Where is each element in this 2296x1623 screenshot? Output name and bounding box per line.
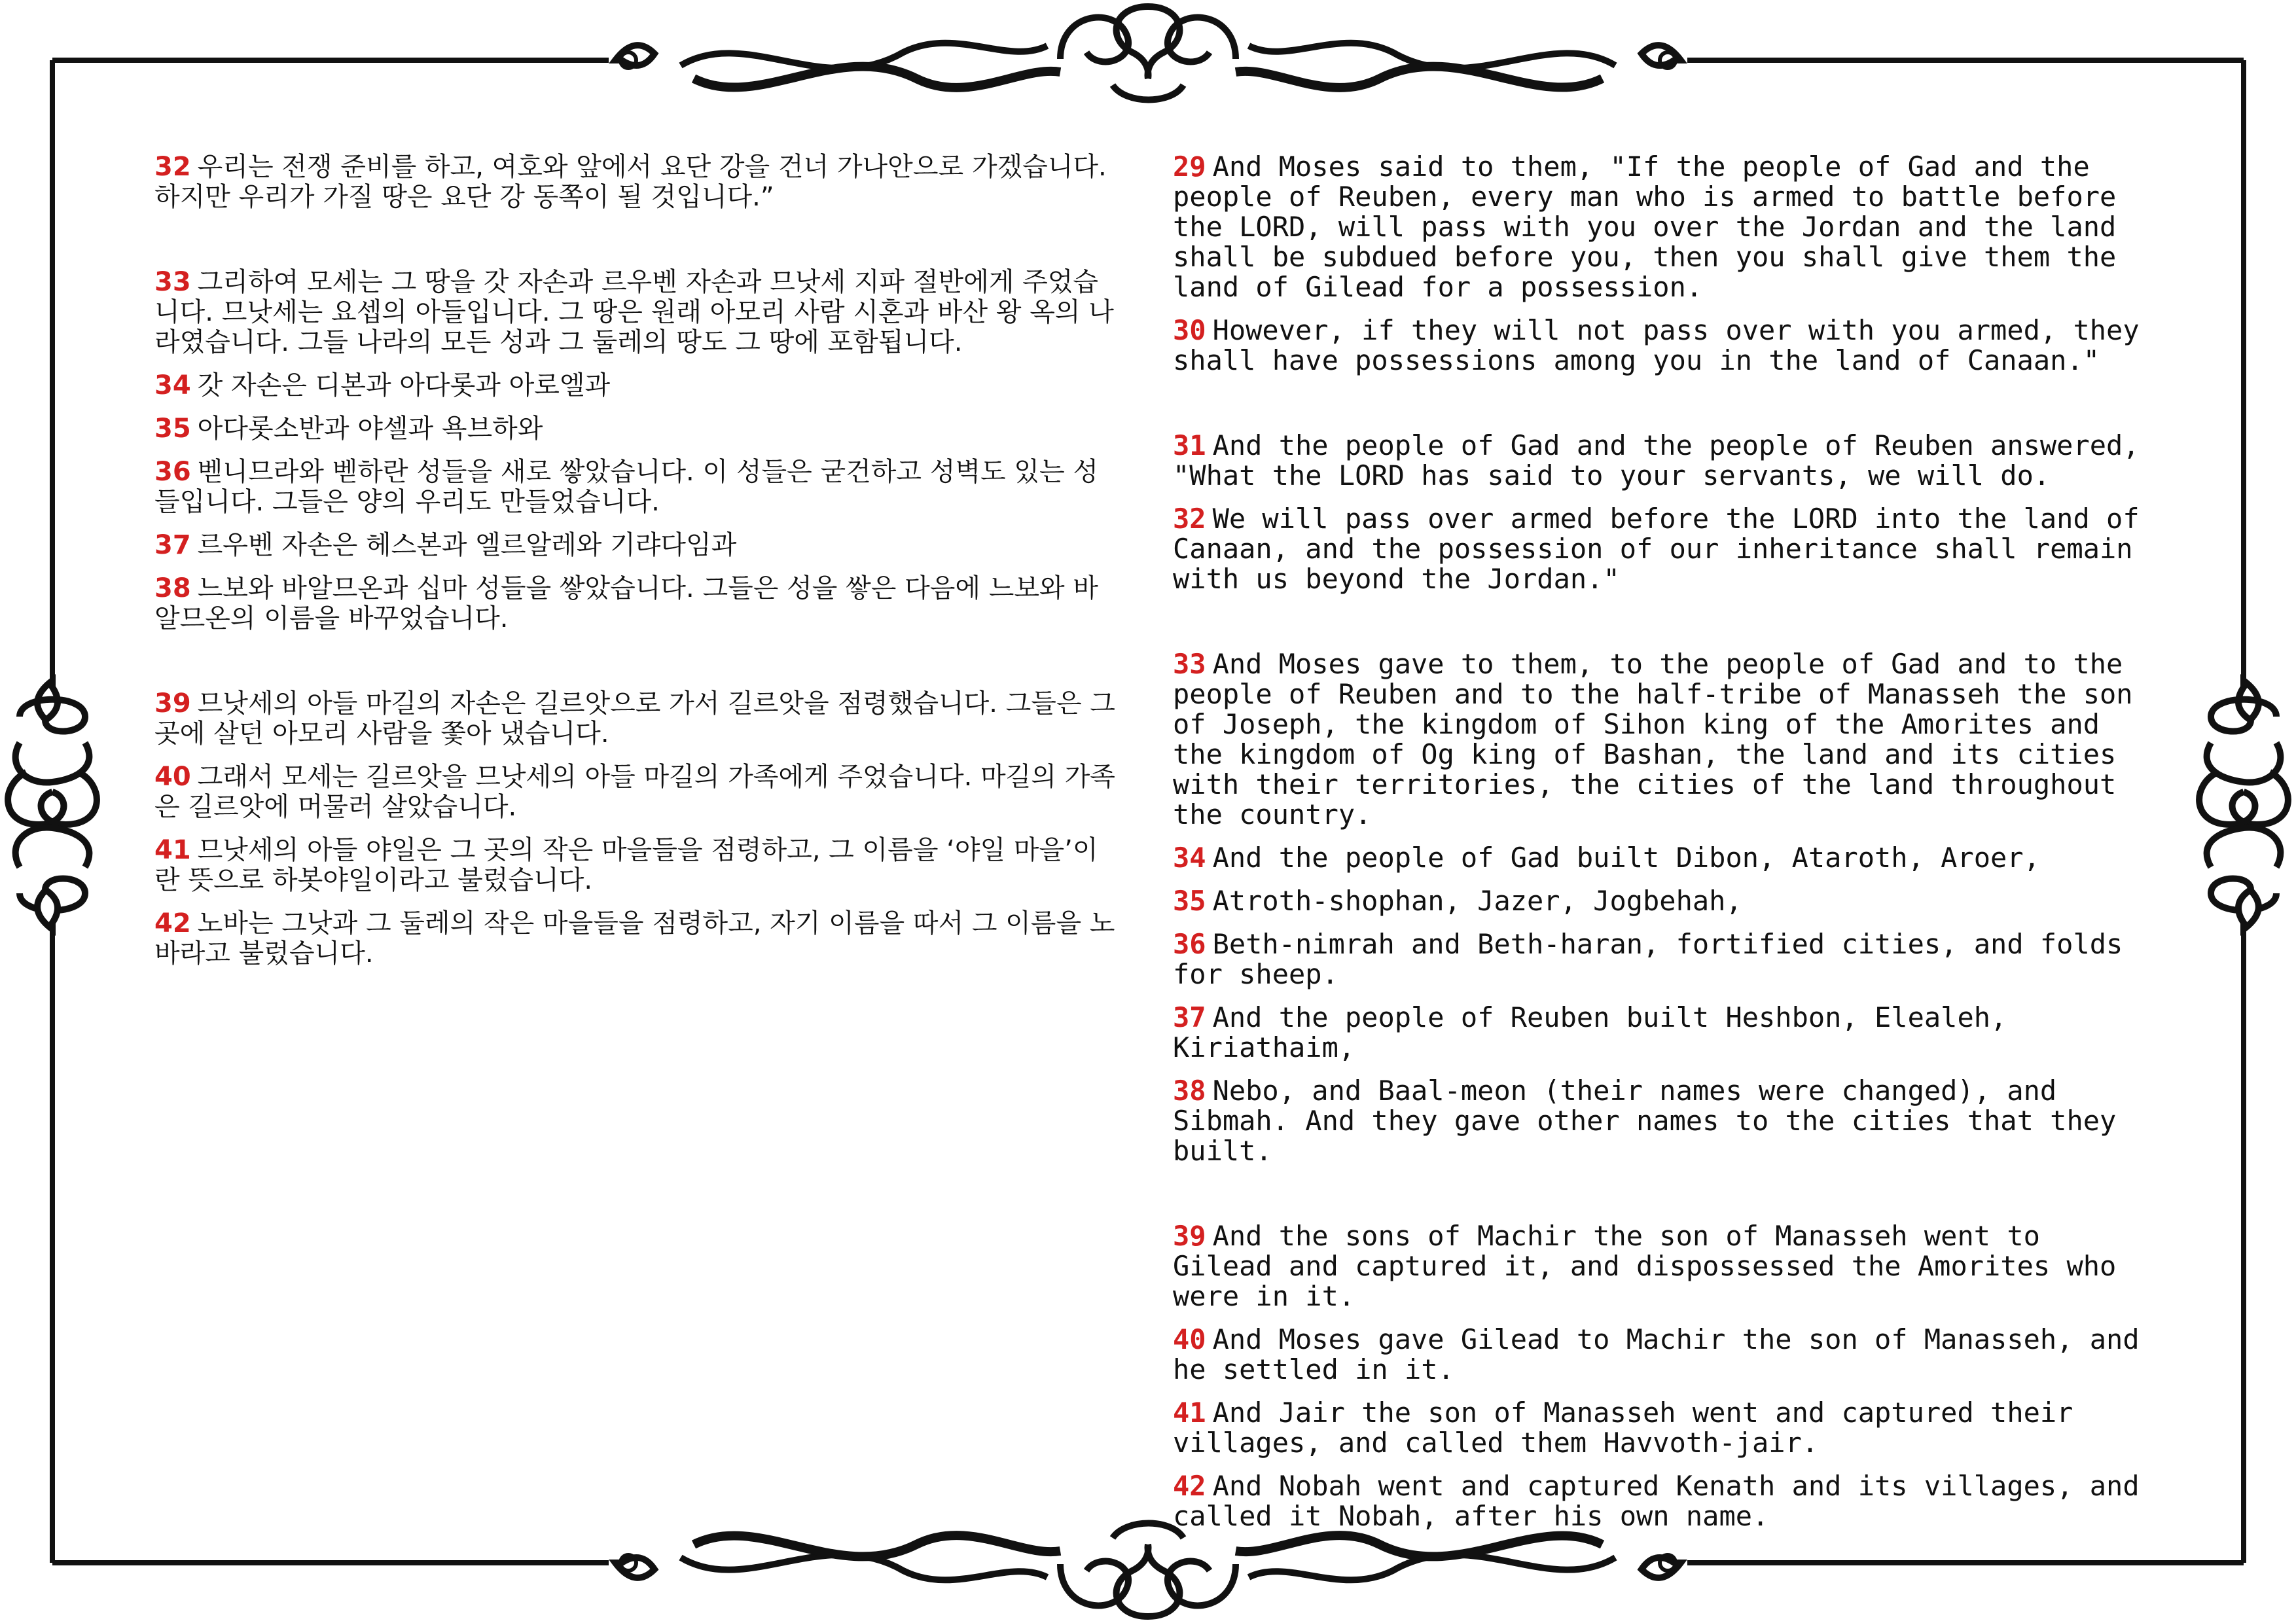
verse-number: 42 (154, 908, 191, 938)
korean-verse-42 (154, 908, 1117, 969)
verse-text: Atroth-shophan, Jazer, Jogbehah, (1212, 885, 1742, 917)
verse-number: 39 (154, 688, 191, 719)
verse-text: Beth-nimrah and Beth-haran, fortified cities, and folds for sheep. (1173, 928, 2123, 990)
verse-text: And Moses gave Gilead to Machir the son of Manasseh, and he settled in it. (1173, 1323, 2140, 1385)
english-verse-32 (1173, 504, 2148, 594)
left-side-ornament (8, 681, 97, 929)
verse-number: 32 (154, 152, 191, 182)
verse-number: 30 (1173, 314, 1206, 346)
verse-number: 29 (1173, 151, 1206, 183)
verse-number: 35 (154, 414, 191, 444)
verse-number: 37 (1173, 1001, 1206, 1033)
verse-text: And Moses gave to them, to the people of Gad and to the people of Reuben and to the half-tribe of Manasseh the son of Joseph, the kingdom of Sihon king of the Amorites and the kingdom of Og king of Bashan, the land and its cities with their territories, the cities of the land throughout the country. (1173, 648, 2133, 830)
verse-number: 39 (1173, 1220, 1206, 1252)
korean-verse-40 (154, 762, 1117, 822)
verse-text: 노바는 그낫과 그 둘레의 작은 마을들을 점령하고, 자기 이름을 따서 그 이름을 노바라고 불렀습니다. (154, 908, 1115, 969)
english-verse-37 (1173, 1003, 2148, 1063)
verse-text: 므낫세의 아들 야일은 그 곳의 작은 마을들을 점령하고, 그 이름을 ‘야일 마을’이란 뜻으로 하봇야일이라고 불렀습니다. (154, 835, 1098, 895)
korean-verse-41 (154, 835, 1117, 895)
english-verse-39 (1173, 1221, 2148, 1311)
korean-verse-35 (154, 414, 1117, 444)
verse-number: 33 (1173, 648, 1206, 680)
english-verse-31 (1173, 431, 2148, 491)
verse-number: 36 (1173, 928, 1206, 960)
korean-verse-34 (154, 370, 1117, 401)
verse-text: 벧니므라와 벧하란 성들을 새로 쌓았습니다. 이 성들은 굳건하고 성벽도 있는 성들입니다. 그들은 양의 우리도 만들었습니다. (154, 457, 1099, 517)
verse-text: And the sons of Machir the son of Manasseh went to Gilead and captured it, and dispossessed the Amorites who were in it. (1173, 1220, 2117, 1312)
verse-text: And the people of Reuben built Heshbon, Elealeh, Kiriathaim, (1173, 1001, 2007, 1063)
english-verse-41 (1173, 1398, 2148, 1458)
verse-number: 41 (1173, 1397, 1206, 1429)
english-verse-33 (1173, 649, 2148, 830)
verse-number: 35 (1173, 885, 1206, 917)
verse-text: However, if they will not pass over with you armed, they shall have possessions among you in the land of Canaan." (1173, 314, 2140, 376)
verse-text: 우리는 전쟁 준비를 하고, 여호와 앞에서 요단 강을 건너 가나안으로 가겠습니다. 하지만 우리가 가질 땅은 요단 강 동쪽이 될 것입니다.” (154, 152, 1107, 212)
verse-number: 40 (154, 762, 191, 792)
english-verse-40 (1173, 1325, 2148, 1385)
verse-number: 41 (154, 835, 191, 865)
verse-text: And the people of Gad built Dibon, Ataroth, Aroer, (1212, 842, 2040, 874)
verse-number: 33 (154, 267, 191, 297)
verse-text: And Nobah went and captured Kenath and its villages, and called it Nobah, after his own name. (1173, 1470, 2140, 1532)
verse-text: 느보와 바알므온과 십마 성들을 쌓았습니다. 그들은 성을 쌓은 다음에 느보와 바알므온의 이름을 바꾸었습니다. (154, 573, 1099, 633)
verse-number: 38 (154, 573, 191, 603)
verse-text: And the people of Gad and the people of Reuben answered, "What the LORD has said to your servants, we will do. (1173, 429, 2140, 491)
verse-number: 38 (1173, 1075, 1206, 1107)
verse-text: 그래서 모세는 길르앗을 므낫세의 아들 마길의 가족에게 주었습니다. 마길의 가족은 길르앗에 머물러 살았습니다. (154, 762, 1115, 822)
english-verse-42 (1173, 1471, 2148, 1531)
verse-text: 아다롯소반과 야셀과 욕브하와 (197, 414, 543, 444)
verse-text: And Jair the son of Manasseh went and captured their villages, and called them Havvoth-jair. (1173, 1397, 2073, 1459)
verse-number: 34 (1173, 842, 1206, 874)
english-verse-34 (1173, 843, 2148, 873)
verse-text: And Moses said to them, "If the people of Gad and the people of Reuben, every man who is armed to battle before the LORD, will pass with you over the Jordan and the land shall be subdued before you, then you shall give them the land of Gilead for a possession. (1173, 151, 2117, 303)
verse-number: 31 (1173, 429, 1206, 461)
verse-number: 34 (154, 370, 191, 401)
verse-text: 르우벤 자손은 헤스본과 엘르알레와 기랴다임과 (197, 530, 737, 560)
korean-text-column (154, 152, 1117, 982)
korean-verse-39 (154, 688, 1117, 749)
top-flourish-ornament (615, 7, 1681, 100)
verse-text: Nebo, and Baal-meon (their names were changed), and Sibmah. And they gave other names to the cities that they built. (1173, 1075, 2117, 1167)
english-text-column (1173, 152, 2148, 1544)
korean-verse-37 (154, 530, 1117, 560)
korean-verse-38 (154, 573, 1117, 633)
verse-number: 42 (1173, 1470, 1206, 1502)
verse-number: 36 (154, 457, 191, 487)
verse-text: We will pass over armed before the LORD into the land of Canaan, and the possession of our inheritance shall remain with us beyond the Jordan." (1173, 503, 2140, 595)
verse-text: 그리하여 모세는 그 땅을 갓 자손과 르우벤 자손과 므낫세 지파 절반에게 주었습니다. 므낫세는 요셉의 아들입니다. 그 땅은 원래 아모리 사람 시혼과 바산 왕 옥의 나라였습니다. 그들 나라의 모든 성과 그 둘레의 땅도 그 땅에 포함됩니다. (154, 267, 1114, 357)
english-verse-30 (1173, 315, 2148, 376)
verse-text: 갓 자손은 디본과 아다롯과 아로엘과 (197, 370, 611, 401)
right-side-ornament (2199, 681, 2288, 929)
verse-text: 므낫세의 아들 마길의 자손은 길르앗으로 가서 길르앗을 점령했습니다. 그들은 그 곳에 살던 아모리 사람을 쫓아 냈습니다. (154, 688, 1115, 749)
korean-verse-36 (154, 457, 1117, 517)
english-verse-38 (1173, 1076, 2148, 1166)
verse-number: 37 (154, 530, 191, 560)
english-verse-36 (1173, 929, 2148, 990)
verse-number: 32 (1173, 503, 1206, 535)
korean-verse-33 (154, 267, 1117, 357)
english-verse-35 (1173, 886, 2148, 916)
english-verse-29 (1173, 152, 2148, 302)
verse-number: 40 (1173, 1323, 1206, 1355)
korean-verse-32 (154, 152, 1117, 212)
